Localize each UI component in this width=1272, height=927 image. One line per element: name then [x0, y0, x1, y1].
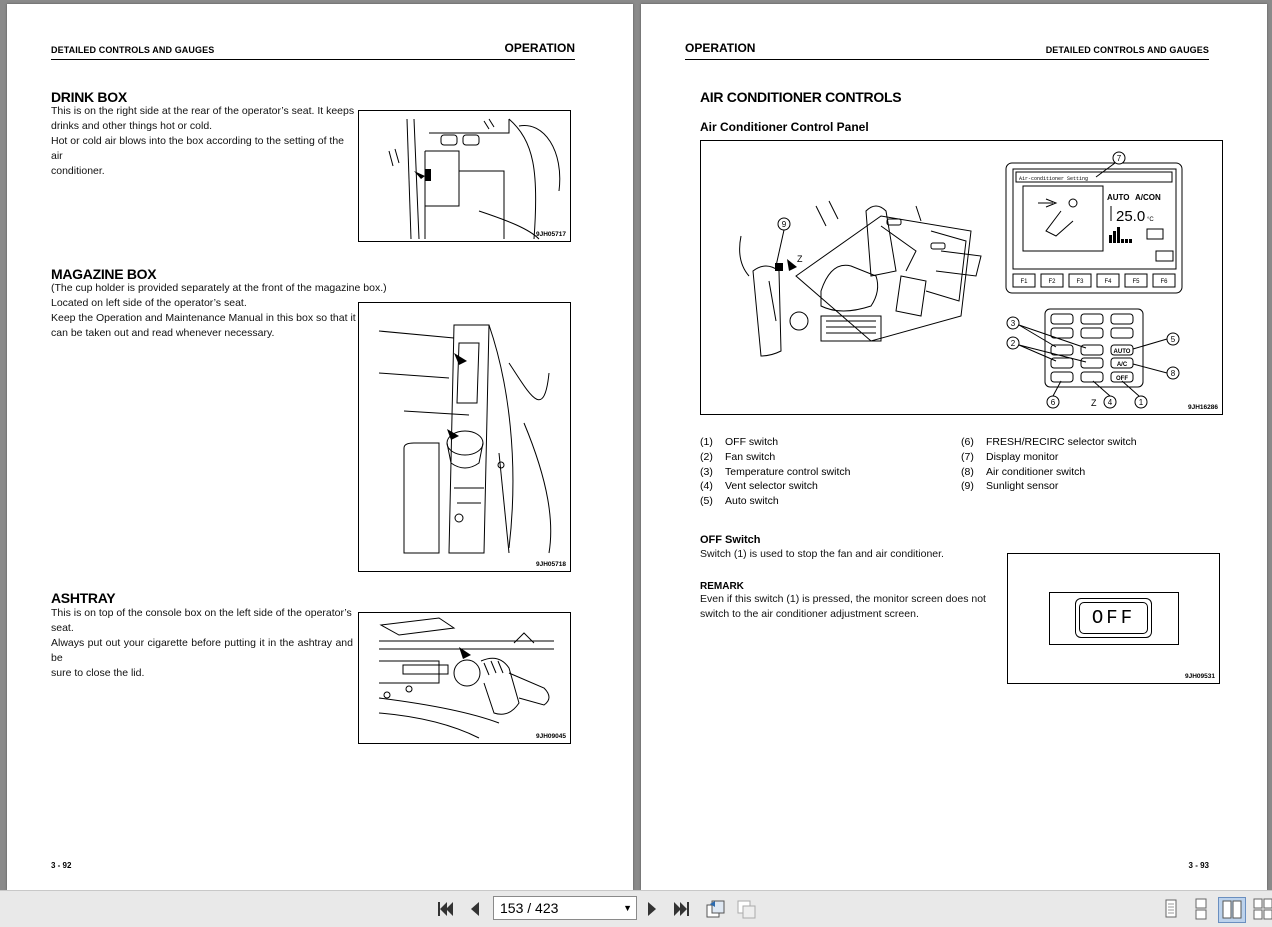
next-page-icon [641, 898, 663, 920]
control-panel-subtitle: Air Conditioner Control Panel [700, 120, 869, 134]
legend-label: FRESH/RECIRC selector switch [986, 436, 1137, 448]
previous-page-icon [464, 898, 486, 920]
ashtray-drawing [359, 613, 570, 743]
monitor-mode-acon: A/CON [1135, 193, 1161, 202]
ashtray-text [51, 606, 353, 681]
monitor-f1: F1 [1020, 279, 1028, 285]
callout-8: 8 [1170, 369, 1176, 378]
monitor-f2: F2 [1048, 279, 1056, 285]
continuous-view-button[interactable] [1188, 897, 1214, 921]
legend-label: Fan switch [725, 450, 776, 463]
drink-box-figure [358, 110, 571, 242]
drink-box-text [51, 104, 356, 179]
page-number-select[interactable] [493, 896, 637, 920]
callout-5: 5 [1170, 335, 1176, 344]
view-z-label: Z [797, 254, 803, 264]
left-header-chapter: OPERATION [504, 41, 575, 55]
go-back-view-button[interactable] [704, 898, 726, 920]
chevron-down-icon: ▼ [623, 903, 632, 913]
callout-7: 7 [1116, 154, 1122, 163]
page-number-value: 153 / 423 [500, 900, 559, 916]
legend-label: Auto switch [725, 495, 779, 508]
callout-3: 3 [1010, 319, 1016, 328]
legend-item [961, 465, 1221, 480]
keypad-view-z-label: Z [1091, 398, 1097, 408]
off-switch-figure [1007, 553, 1220, 684]
continuous-page-icon [1188, 897, 1214, 921]
previous-page-button[interactable] [464, 898, 486, 920]
control-panel-drawing [701, 141, 1222, 414]
legend-num: (1) [700, 436, 713, 448]
magazine-box-figure-code: 9JH05718 [536, 561, 566, 568]
legend-num: (6) [961, 436, 974, 448]
keypad-ac-label: A/C [1116, 362, 1128, 368]
ashtray-line-4: sure to close the lid. [51, 667, 145, 679]
keypad-auto-label: AUTO [1113, 349, 1131, 355]
ashtray-line-2: seat. [51, 622, 74, 634]
monitor-f4: F4 [1104, 279, 1112, 285]
two-page-continuous-icon [1250, 897, 1272, 921]
legend-label: Temperature control switch [725, 465, 851, 478]
remark-title: REMARK [700, 581, 744, 592]
left-page-number: 3 - 92 [51, 861, 72, 870]
magazine-box-text [51, 281, 401, 341]
legend-item [700, 494, 950, 509]
two-page-continuous-view-button[interactable] [1250, 897, 1272, 921]
drink-box-figure-code: 9JH05717 [536, 231, 566, 238]
off-switch-panel [1049, 592, 1179, 645]
legend-label: OFF switch [725, 436, 779, 448]
remark-line-2: switch to the air conditioner adjustment screen. [700, 608, 919, 620]
callout-6: 6 [1050, 398, 1056, 407]
remark-line-1: Even if this switch (1) is pressed, the monitor screen does not [700, 593, 986, 605]
first-page-button[interactable] [434, 898, 456, 920]
legend-label: Display monitor [986, 450, 1059, 463]
next-page-button[interactable] [641, 898, 663, 920]
ashtray-title: ASHTRAY [51, 590, 116, 606]
right-page-header [685, 40, 1209, 60]
legend-num: (5) [700, 495, 713, 508]
legend-item [961, 479, 1221, 494]
magazine-box-line-4: can be taken out and read whenever necessary. [51, 327, 275, 339]
right-header-section: DETAILED CONTROLS AND GAUGES [1045, 45, 1209, 55]
legend-num: (2) [700, 450, 713, 463]
drink-box-title: DRINK BOX [51, 89, 127, 105]
monitor-mode-auto: AUTO [1107, 193, 1130, 202]
off-switch-figure-code: 9JH09531 [1185, 673, 1215, 680]
off-switch-title: OFF Switch [700, 534, 761, 546]
ashtray-figure [358, 612, 571, 744]
single-page-view-button[interactable] [1158, 897, 1184, 921]
magazine-box-line-2: Located on left side of the operator’s seat. [51, 297, 247, 309]
last-page-icon [671, 898, 693, 920]
keypad-off-label: OFF [1116, 376, 1128, 382]
monitor-temperature: 25.0 [1116, 208, 1146, 225]
two-page-view-button[interactable] [1218, 897, 1246, 923]
legend-right [961, 435, 1221, 494]
off-button-label: OFF [1079, 602, 1148, 634]
left-page [7, 4, 633, 890]
air-conditioner-controls-title: AIR CONDITIONER CONTROLS [700, 89, 902, 105]
monitor-f5: F5 [1132, 279, 1140, 285]
legend-num: (8) [961, 465, 974, 478]
viewer-toolbar [0, 890, 1272, 927]
control-panel-figure-code: 9JH16286 [1188, 404, 1218, 411]
monitor-temp-unit: °C [1147, 217, 1154, 223]
right-page [641, 4, 1267, 890]
legend-item [700, 479, 950, 494]
monitor-screen-title: Air-conditioner Setting [1019, 176, 1089, 182]
right-page-number: 3 - 93 [1188, 861, 1209, 870]
legend-num: (9) [961, 480, 974, 493]
left-page-header [51, 40, 575, 60]
legend-num: (4) [700, 480, 713, 493]
drink-box-line-2: drinks and other things hot or cold. [51, 120, 213, 132]
drink-box-line-4: conditioner. [51, 165, 105, 177]
first-page-icon [434, 898, 456, 920]
off-switch-text: Switch (1) is used to stop the fan and air conditioner. [700, 548, 944, 560]
go-forward-view-button[interactable] [735, 898, 757, 920]
magazine-box-drawing [359, 303, 570, 571]
control-panel-figure [700, 140, 1223, 415]
two-page-icon [1219, 898, 1245, 922]
ashtray-line-3: Always put out your cigarette before putting it in the ashtray and be [51, 637, 353, 664]
drink-box-line-1: This is on the right side at the rear of the operator’s seat. It keeps [51, 105, 355, 117]
legend-item [700, 465, 950, 480]
off-button-outer [1075, 598, 1152, 638]
legend-label: Air conditioner switch [986, 465, 1086, 478]
next-view-icon [735, 898, 757, 920]
previous-view-icon [704, 898, 726, 920]
magazine-box-title: MAGAZINE BOX [51, 266, 157, 282]
callout-2: 2 [1010, 339, 1016, 348]
drink-box-line-3: Hot or cold air blows into the box according to the setting of the air [51, 135, 345, 162]
last-page-button[interactable] [671, 898, 693, 920]
callout-4: 4 [1107, 398, 1113, 407]
legend-item [961, 450, 1221, 465]
monitor-f3: F3 [1076, 279, 1084, 285]
callout-9: 9 [781, 220, 787, 229]
callout-1: 1 [1138, 398, 1144, 407]
legend-label: Sunlight sensor [986, 480, 1059, 493]
left-header-section: DETAILED CONTROLS AND GAUGES [51, 45, 215, 55]
remark-text [700, 592, 1002, 622]
legend-item [961, 435, 1221, 450]
right-header-chapter: OPERATION [685, 41, 756, 55]
monitor-f6: F6 [1160, 279, 1168, 285]
legend-num: (3) [700, 465, 713, 478]
ashtray-figure-code: 9JH09045 [536, 733, 566, 740]
single-page-icon [1158, 897, 1184, 921]
magazine-box-line-3: Keep the Operation and Maintenance Manual in this box so that it [51, 312, 356, 324]
magazine-box-figure [358, 302, 571, 572]
legend-item [700, 450, 950, 465]
legend-left [700, 435, 950, 509]
legend-label: Vent selector switch [725, 480, 818, 493]
magazine-box-line-1: (The cup holder is provided separately at the front of the magazine box.) [51, 282, 387, 294]
ashtray-line-1: This is on top of the console box on the left side of the operator’s [51, 607, 352, 619]
legend-num: (7) [961, 450, 974, 463]
drink-box-drawing [359, 111, 570, 241]
legend-item [700, 435, 950, 450]
